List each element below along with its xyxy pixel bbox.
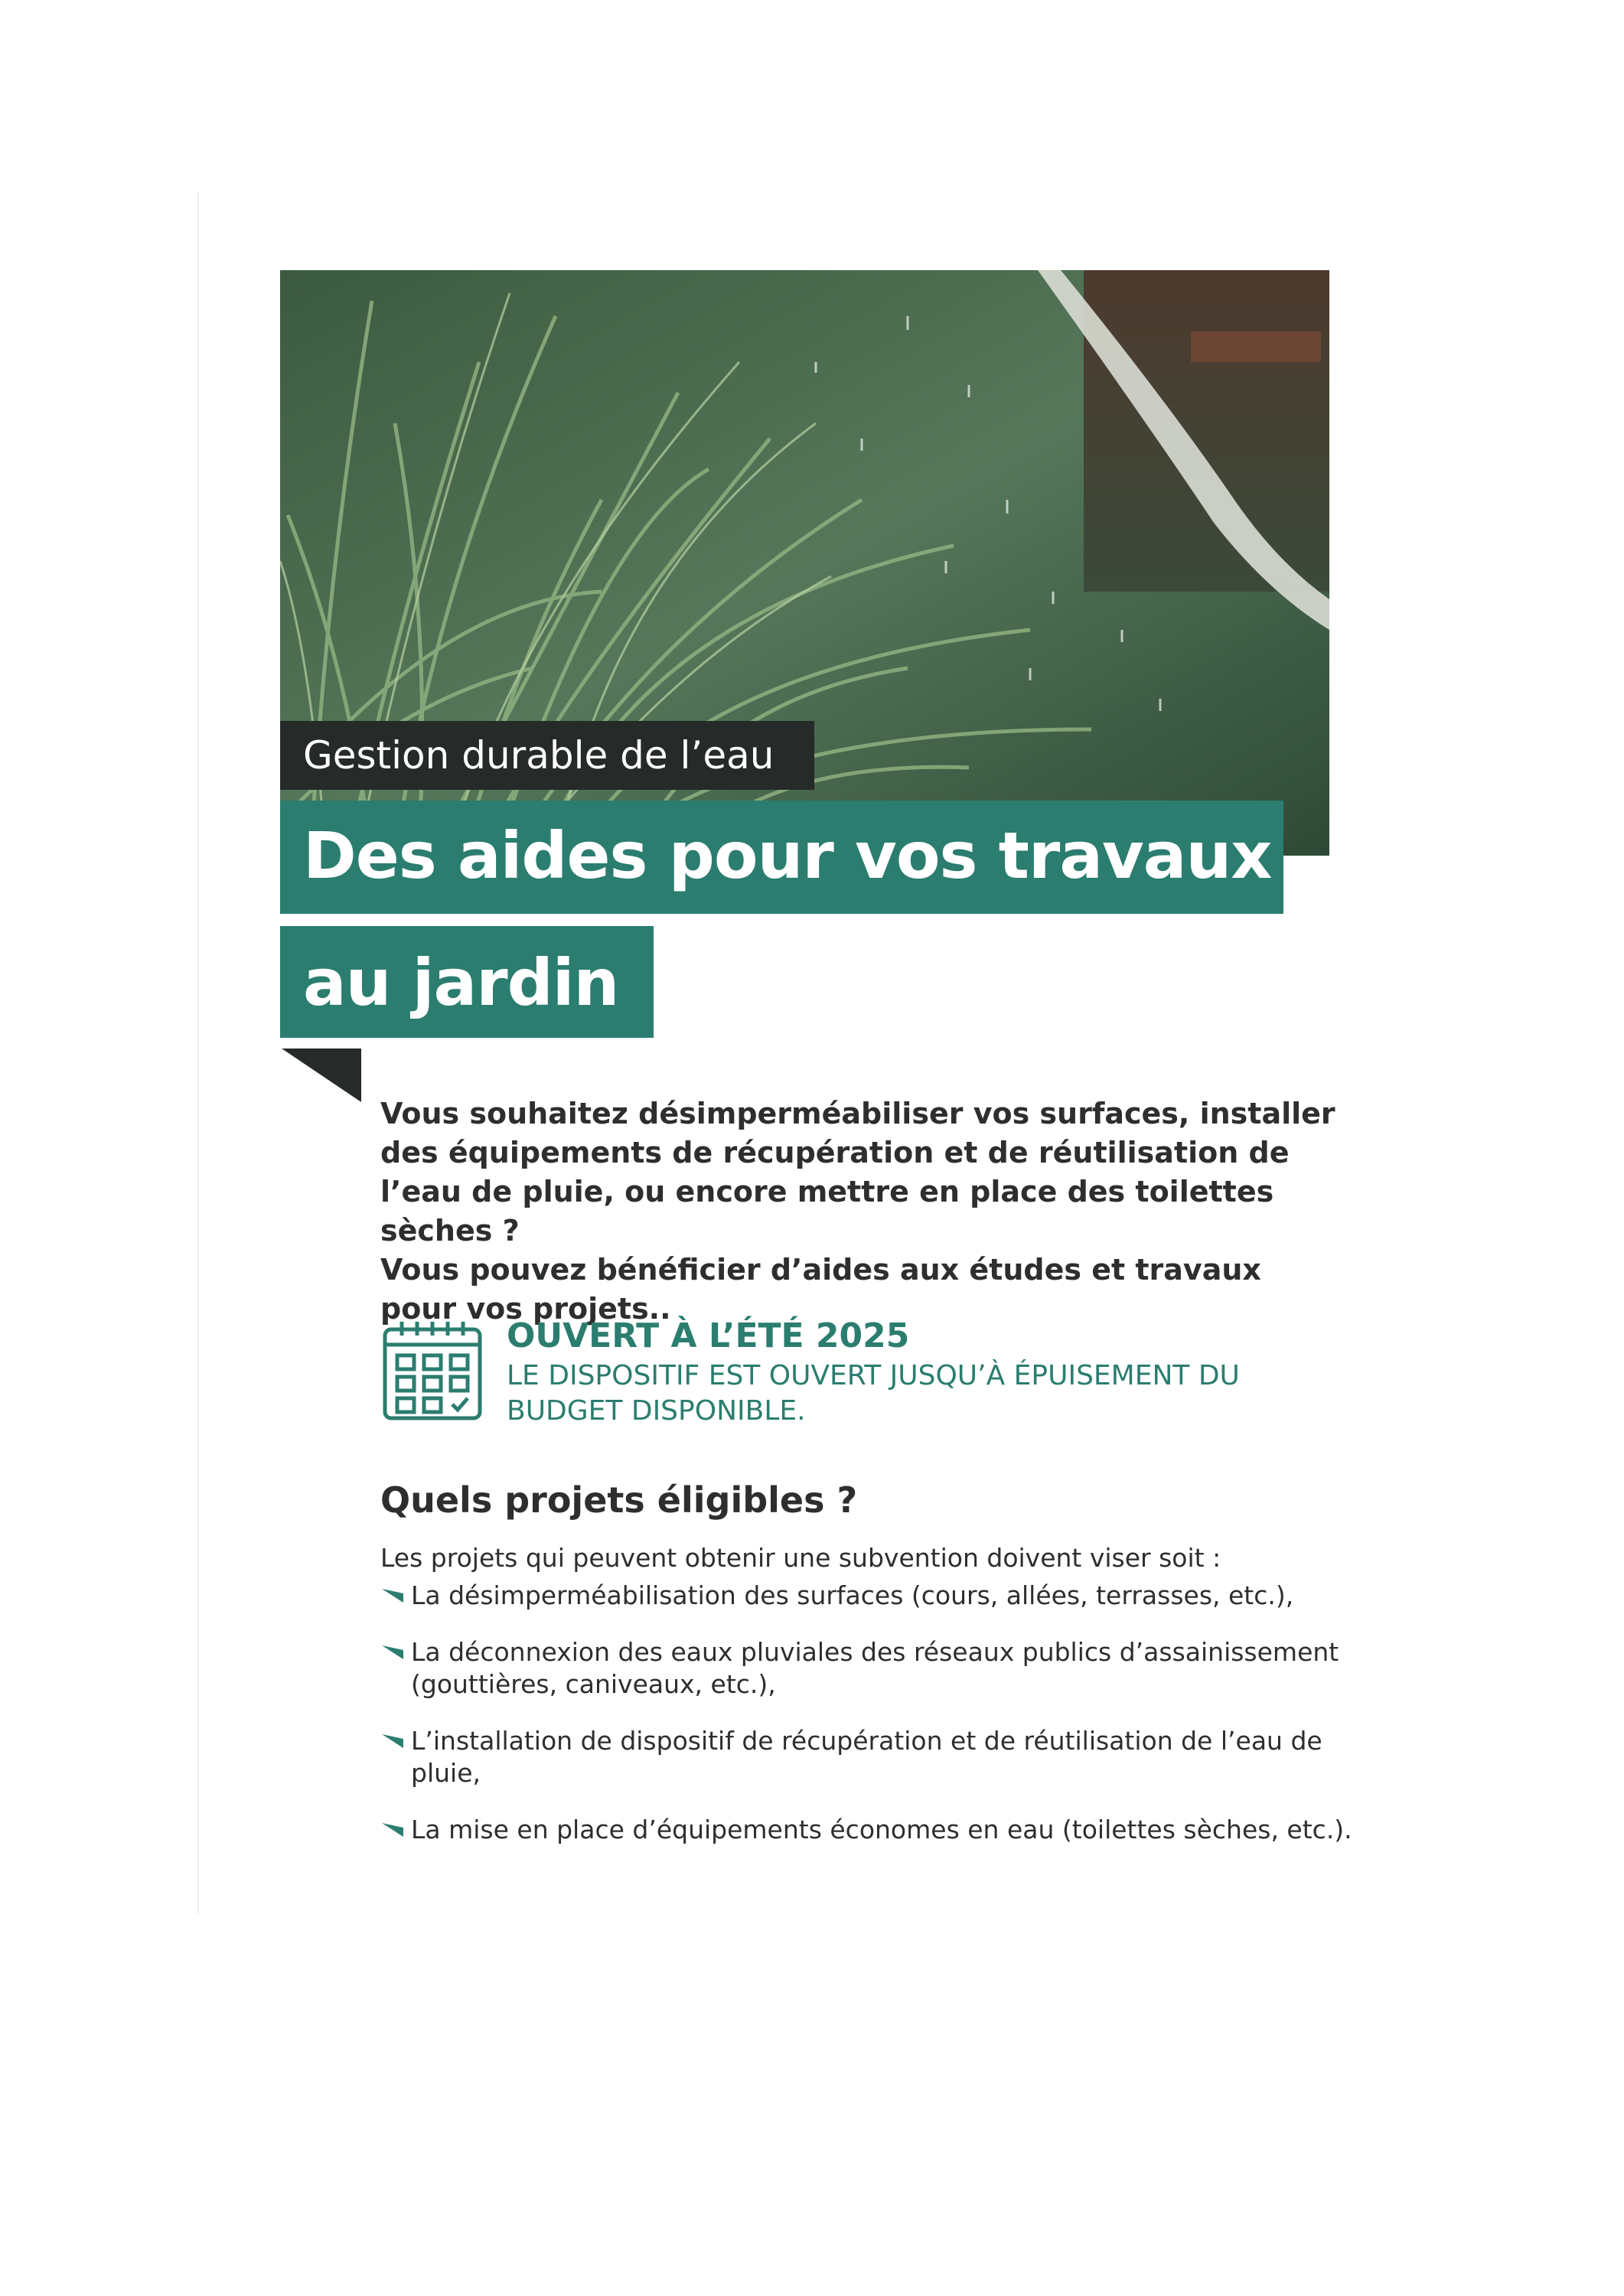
intro-paragraph-2: Vous pouvez bénéficier d’aides aux études et travaux pour vos projets.. (380, 1253, 1261, 1326)
list-item (380, 1814, 1352, 1846)
triangle-bullet-icon (382, 1589, 403, 1603)
list-item-text: La mise en place d’équipements économes en eau (toilettes sèches, etc.). (411, 1815, 1352, 1844)
title-line-2 (280, 926, 654, 1038)
calendar-check-icon (380, 1319, 484, 1423)
list-item-text: L’installation de dispositif de récupération et de réutilisation de l’eau de pluie, (411, 1726, 1322, 1788)
intro-paragraph-1: Vous souhaitez désimperméabiliser vos surfaces, installer des équipements de récupération et de réutilisation de l’eau de pluie, ou encore mettre en place des toilettes sèches ? (380, 1097, 1335, 1247)
triangle-bullet-icon (382, 1645, 403, 1659)
intro-text (380, 1094, 1345, 1329)
list-item-text: La désimperméabilisation des surfaces (cours, allées, terrasses, etc.), (411, 1580, 1294, 1610)
section-lead: Les projets qui peuvent obtenir une subvention doivent viser soit : (380, 1543, 1221, 1573)
triangle-bullet-icon (382, 1823, 403, 1837)
eligible-projects-list (380, 1580, 1352, 1870)
title-text-2: au jardin (303, 945, 619, 1020)
kicker-label: Gestion durable de l’eau (280, 721, 814, 790)
opening-title: OUVERT À L’ÉTÉ 2025 (507, 1316, 910, 1355)
scan-edge (197, 191, 199, 1913)
list-item (380, 1580, 1352, 1612)
list-item (380, 1725, 1352, 1789)
list-item-text: La déconnexion des eaux pluviales des réseaux publics d’assainissement (gouttières, caniveaux, etc.), (411, 1637, 1339, 1699)
list-item (380, 1636, 1352, 1701)
section-title: Quels projets éligibles ? (380, 1479, 858, 1521)
triangle-bullet-icon (382, 1734, 403, 1748)
corner-triangle-icon (282, 1049, 361, 1102)
opening-text: LE DISPOSITIF EST OUVERT JUSQU’À ÉPUISEMENT DU BUDGET DISPONIBLE. (507, 1360, 1240, 1427)
title-text-1: Des aides pour vos travaux (303, 818, 1272, 893)
title-line-1 (280, 801, 1283, 914)
